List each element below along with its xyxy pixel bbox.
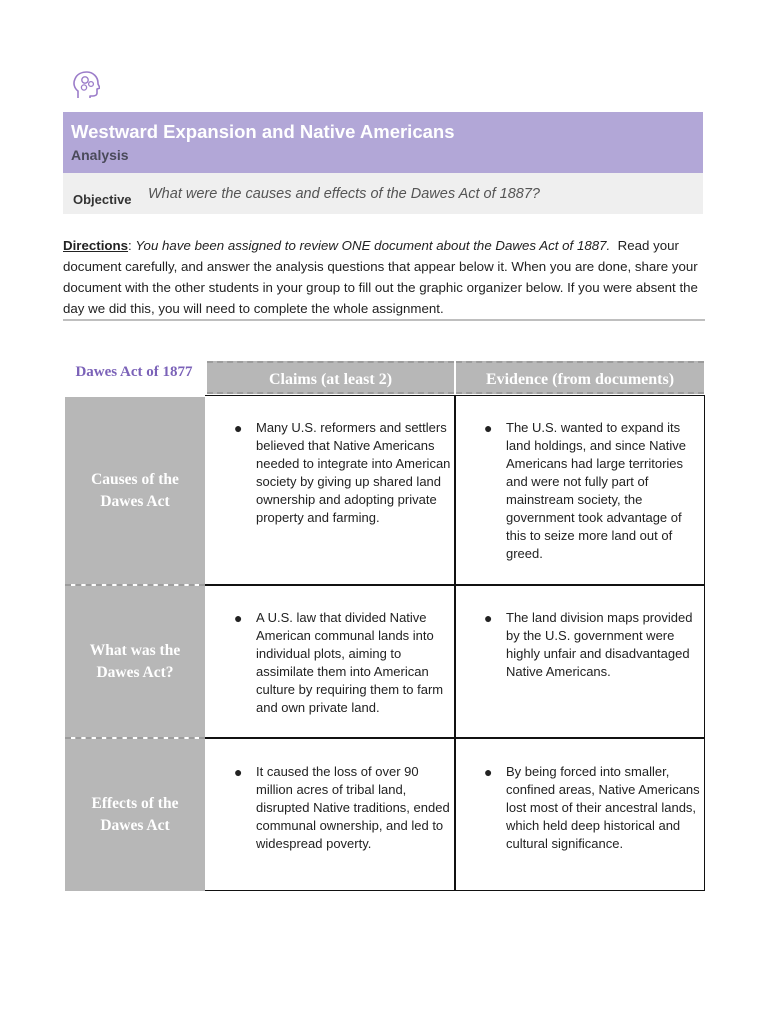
section-divider [63,319,705,321]
directions-label: Directions [63,238,129,253]
row-header-what [65,586,205,737]
row-header-causes [65,397,205,584]
objective-label: Objective [73,192,132,207]
head-gears-icon [72,70,100,100]
cell-text: The U.S. wanted to expand its land holdings, and since Native Americans had large territories and were not fully part of mainstream society, the government took advantage of this to seize more land out of greed. [506,420,686,561]
cell-what-claim: ● A U.S. law that divided Native American communal lands into individual plots, aiming to assimilate them into American culture by requiring them to farm and own private land. [234,609,452,717]
cell-text: A U.S. law that divided Native American communal lands into individual plots, aiming to assimilate them into American culture by requiring them to farm and own private land. [256,610,444,715]
directions-paragraph: Directions: You have been assigned to review ONE document about the Dawes Act of 1887. Read your document carefully, and answer the analysis questions that appear below it. When you are done, share your document with the other students in your group to fill out the graphic organizer below. If you were absent the day we did this, you will need to complete the whole assignment. [63,238,698,316]
row-header-effects-label: Effects of the Dawes Act [91,795,179,834]
grid-line [454,395,456,891]
cell-text: It caused the loss of over 90 million acres of tribal land, disrupted Native traditions, ended communal ownership, and led to widespread poverty. [256,764,450,851]
row-header-causes-label: Causes of the Dawes Act [91,470,179,510]
table-corner-label: Dawes Act of 1877 [75,364,193,380]
directions-body: Read your document carefully, and answer the analysis questions that appear below it. When you are done, share your document with the other students in your group to fill out the graphic organizer below. If you were absent the day we did this, you will need to complete the whole assignment. [63,238,698,316]
cell-text: By being forced into smaller, confined areas, Native Americans lost most of their ancestral lands, which held deep historical and cultural significance. [506,764,700,851]
title-band [63,112,703,173]
grid-line [704,395,705,891]
cell-effects-claim: ● It caused the loss of over 90 million acres of tribal land, disrupted Native traditions, ended communal ownership, and led to widespread poverty. [234,763,452,853]
page-subtitle: Analysis [71,147,129,163]
objective-row [63,173,703,214]
row-header-what-label: What was the Dawes Act? [89,641,181,681]
column-header-evidence: Evidence (from documents) [456,361,704,394]
objective-text: What were the causes and effects of the Dawes Act of 1887? [148,186,540,202]
cell-effects-evidence: ● By being forced into smaller, confined areas, Native Americans lost most of their ancestral lands, which held deep historical and cultural significance. [484,764,700,851]
cell-what-evidence: ● The land division maps provided by the U.S. government were highly unfair and disadvantaged Native Americans. [484,609,700,681]
cell-causes-claim: ● Many U.S. reformers and settlers believed that Native Americans needed to integrate into American society by giving up shared land ownership and adopting private property and farming. [234,420,451,525]
cell-text: Many U.S. reformers and settlers believed that Native Americans needed to integrate into American society by giving up shared land ownership and adopting private property and farming. [256,420,451,525]
page-title: Westward Expansion and Native Americans [71,121,455,142]
cell-causes-evidence: ● The U.S. wanted to expand its land holdings, and since Native Americans had large territories and were not fully part of mainstream society, the government took advantage of this to seize more land out of greed. [484,419,700,563]
row-header-effects [65,739,205,891]
cell-text: The land division maps provided by the U.S. government were highly unfair and disadvantaged Native Americans. [506,610,693,679]
directions-italic: You have been assigned to review ONE document about the Dawes Act of 1887. [135,238,611,253]
column-header-claims: Claims (at least 2) [207,361,454,394]
